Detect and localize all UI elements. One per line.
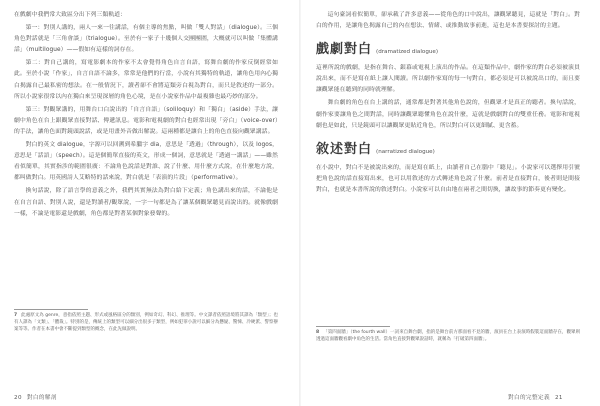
section-title: 戲劇對白 <box>316 42 373 58</box>
section-title-en: (narratized dialogue) <box>376 148 435 155</box>
running-head: 對白的解剖 <box>26 395 57 401</box>
footnote-number: 7 <box>14 313 18 318</box>
page-number: 20 <box>14 395 22 401</box>
body-paragraph: 換句話說，除了語言學的意義之外，我們其實無法為對白給下定義；角色講出來的話，不論他是在自言自語、對別人說，還是對讀者/觀眾說，一字一句都是為了讓某個觀眾聽見而說出的。就像戲劇一樣，不論是電影還是戲劇，角色都是對著某個對象發聲的。 <box>14 188 278 217</box>
body-paragraph: 對白的英文 dialogue，字源可以回溯到希臘字 dia，意思是「透過」（through），以及 logos，意思是「話語」（speech）。這是個簡單直接的英文，形成一個詞，意思就是「透過一講話」——雖然看似簡單，其實指涉的範圍很廣：不論角色說話是對誰、說了什麼、用什麼方式說，在什麼地方說，都叫做對白。用英國詩人艾略特的話來說，對白就是「表演的片段」（performative）。 <box>14 142 278 182</box>
book-gutter <box>299 0 301 406</box>
footnote-number: 8 <box>316 330 320 335</box>
right-page <box>316 10 580 402</box>
section-title-en: (dramatized dialogue) <box>376 49 439 56</box>
body-paragraph: 第一：對別人講的，兩人一來一往講話，有個主導的焦點，叫做「雙人對話」（dialogue）。三個角色對話就是「三角會談」（trialogue）。至於有一家子十幾個人交團團圍，大概就可以叫做「集體講話」（multilogue）——假如有這樣的詞存在。 <box>14 25 278 54</box>
body-paragraph: 在小說中，對白不是被說出來的，而是寫在紙上，由讀者自己在腦中「聽見」。小說家可以選擇用引號把角色說的話直接寫出來，也可以用敘述的方式轉述角色說了什麼。前者是直接對白，後者則是間接對白，也就是本書所說的敘述對白。小說家可以自由地在兩者之間切換，讓故事的節奏更有變化。 <box>316 164 580 193</box>
footnote-text: 此處原文為 genre，意指依照主題、形式或風格區分的類別，例如奇幻、科幻、推理等。中文譯者依照語境將其譯為「類型」；也有人譯為「文類」、「體裁」。特別的是，傳統上的類型可以細分出很多子類型，例如犯罪小說可以細分為懸疑、驚悚、冷硬派、警察辦案等等。作者在本書中會不斷提到類型的概念，在此先做說明。 <box>14 313 278 333</box>
footnote-text: 「第四面牆」（the fourth wall）一詞來自舞台劇，指的是舞台前方那面看不見的牆，演員在台上表演時假裝這面牆存在，觀眾則透過這面牆觀看劇中角色的生活。當角色直接對觀眾說話時，就稱為「打破第四面牆」。 <box>316 330 580 343</box>
body-paragraph: 這句臺詞看似簡單，卻承載了許多意義——從角色的口中說出，讓觀眾聽見，這就是「對白」。對白的作用，是讓角色揭露自己的內在想法、情緒、或推動故事前進，這也是本書要探討的主題。 <box>316 12 580 30</box>
footnote <box>14 312 278 334</box>
footnote-rule <box>14 309 88 310</box>
section-title: 敘述對白 <box>316 141 373 157</box>
footnote-rule <box>316 326 390 327</box>
left-page <box>14 10 278 402</box>
section-heading <box>316 138 580 157</box>
running-head: 對白的完整定義 <box>508 395 550 401</box>
section-heading <box>316 38 580 57</box>
page-number: 21 <box>554 395 563 401</box>
body-paragraph: 第三：對觀眾講的，用舞台口白說出的「自言自語」（soliloquy）和「獨白」（aside）手法，讓劇中角色在台上跟觀眾直接對話、傳遞訊息。電影和電視劇的對白也經常出現「旁白」（voice-over）的手法，讓角色面對鏡頭說話，或是用畫外音做出解說。這兩種都是讓台上的角色直接向觀眾講話。 <box>14 106 278 135</box>
body-paragraph: 這裡所說的戲劇，是指在舞台、銀幕或電視上演出的作品。在這類作品中，劇作家的對白必須被演員說出來，而不是寫在紙上讓人閱讀。所以劇作家寫的每一句對白，都必須是可以被說出口的，而且要讓觀眾能在聽到的同時就理解。 <box>316 65 580 94</box>
body-paragraph: 在戲劇中我們常大致區分出下列三類軌道： <box>14 12 127 18</box>
right-folio <box>508 393 563 401</box>
body-paragraph: 舞台劇的角色在台上講的話，通常都是對著其他角色說的，但觀眾才是真正的聽者。換句話說，劇作家要讓角色之間對話，同時讓觀眾聽懂角色在說什麼，這就是戲劇對白的雙重任務。電影和電視劇也是如此，只是鏡頭可以讓觀眾更貼近角色，所以對白可以更細膩、更含蓄。 <box>316 100 580 129</box>
left-folio <box>14 393 57 401</box>
body-paragraph: 第二：對自己講的，寫電影劇本的作家不太會覺得角色自言自語，寫舞台劇的作家反倒經常如此。至於小說「作家」，自言自語不論多，常常是他們的行當，小說有其獨特的軌道，讓角色用內心獨白揭露自己最私密的想法。在一般情況下，讀者卻不會將這類旁白視為對白，而只是敘述的一部分。所以小說家很常以內在獨白來呈現深層的角色心境，是在小說家作品中最複雜也最巧妙的部分。 <box>14 60 278 100</box>
footnote <box>316 329 580 343</box>
